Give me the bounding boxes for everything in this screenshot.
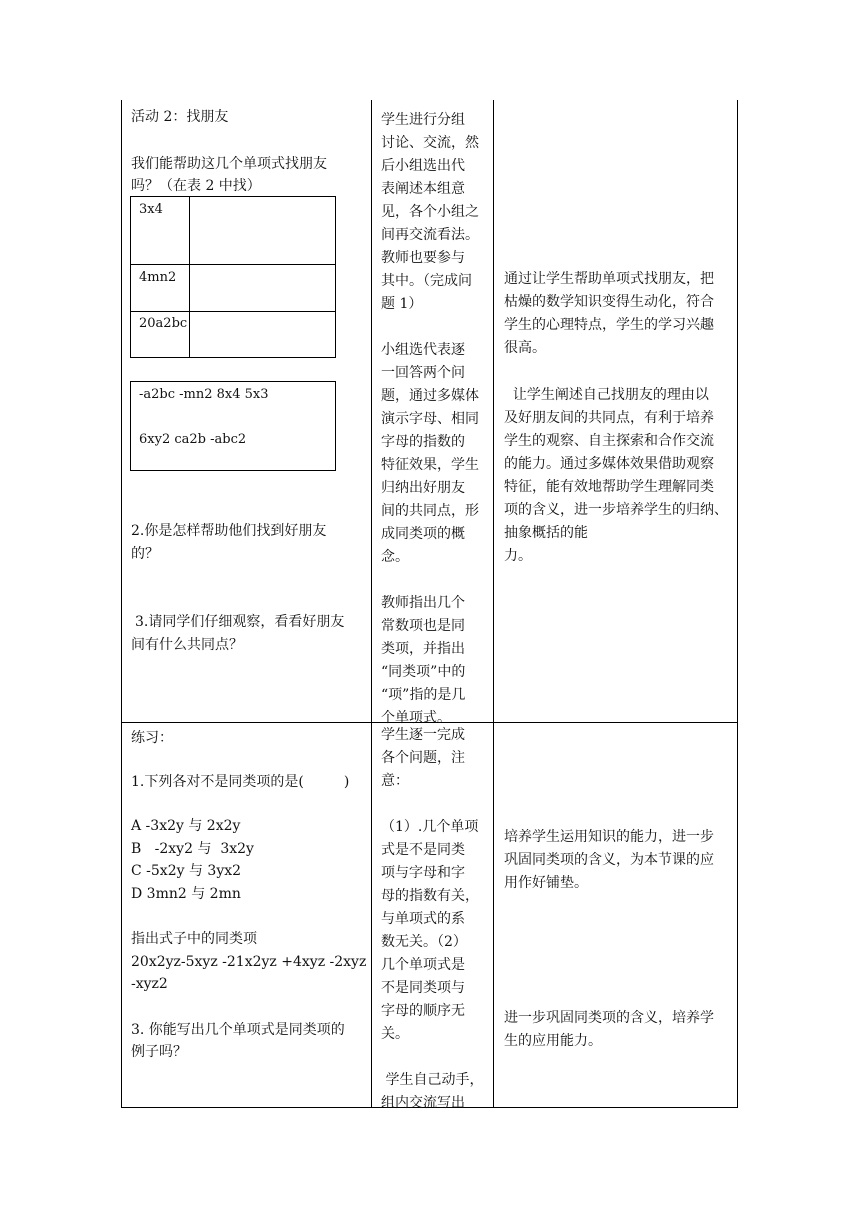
text-line: 讨论、交流，然 <box>381 135 479 151</box>
candidate-line-1: -a2bc -mn2 8x4 5x3 <box>139 387 269 402</box>
table-border-right <box>737 100 738 1108</box>
text-line <box>381 316 489 339</box>
option-a: A -3x2y 与 2x2y <box>131 818 241 834</box>
text-line: 念。 <box>381 549 409 565</box>
text-line: 学生逐一完成 <box>381 727 465 743</box>
text-line: 枯燥的数学知识变得生动化，符合 <box>504 294 714 310</box>
text-line: 项与字母和字 <box>381 865 465 881</box>
table-2-col-divider <box>189 196 190 358</box>
text-line: 的能力。通过多媒体效果借助观察 <box>504 456 714 472</box>
text-line: 间的共同点，形 <box>381 503 479 519</box>
design-intent-1a <box>504 268 731 360</box>
text-line: 题，通过多媒体 <box>381 388 479 404</box>
text-line: 间再交流看法。 <box>381 227 479 243</box>
option-c: C -5x2y 与 3yx2 <box>131 863 242 879</box>
text-line: “同类项”中的 <box>381 664 466 680</box>
table-2-cell-1: 3x4 <box>139 202 163 217</box>
expression-line-1: 20x2yz-5xyz -21x2yz +4xyz -2xyz <box>131 954 367 970</box>
question-3-line-2: 间有什么共同点？ <box>131 637 243 653</box>
text-line: 成同类项的概 <box>381 526 465 542</box>
text-line: 关。 <box>381 1026 409 1042</box>
text-line: 特征，能有效地帮助学生理解同类 <box>504 479 714 495</box>
text-line <box>381 569 489 592</box>
text-line: 字母的顺序无 <box>381 1003 465 1019</box>
find-like-terms-label: 指出式子中的同类项 <box>131 931 257 947</box>
design-intent-2a <box>504 826 731 895</box>
text-line: 字母的指数的 <box>381 434 465 450</box>
table-border-left <box>121 100 122 1108</box>
text-line: 归纳出好朋友 <box>381 480 465 496</box>
practice-question-1: 1.下列各对不是同类项的是( ) <box>131 774 350 790</box>
text-line: 生的应用能力。 <box>504 1033 602 1049</box>
text-line: 其中。（完成问 <box>381 273 472 289</box>
table-divider-1 <box>371 100 372 1108</box>
text-line: 抽象概括的能 <box>504 525 588 541</box>
text-line: 见，各个小组之 <box>381 204 479 220</box>
text-line: 及好朋友间的共同点，有利于培养 <box>504 410 714 426</box>
text-line: 各个问题，注 <box>381 750 465 766</box>
text-line: 特征效果，学生 <box>381 457 479 473</box>
option-b: B -2xy2 与 3x2y <box>131 841 254 857</box>
table-2-row-divider-1 <box>130 264 336 265</box>
practice-question-3-line-2: 例子吗？ <box>131 1044 187 1060</box>
text-line: 几个单项式是 <box>381 957 465 973</box>
text-line: 很高。 <box>504 340 546 356</box>
text-line: 让学生阐述自己找朋友的理由以 <box>504 387 709 403</box>
practice-question-3-line-1: 3. 你能写出几个单项式是同类项的 <box>131 1022 345 1038</box>
option-d: D 3mn2 与 2mn <box>131 886 241 902</box>
text-line: 后小组选出代 <box>381 158 465 174</box>
text-line: 不是同类项与 <box>381 980 465 996</box>
text-line: 演示字母、相同 <box>381 411 479 427</box>
text-line: 学生的观察、自主探索和合作交流 <box>504 433 714 449</box>
text-line: 与单项式的系 <box>381 911 465 927</box>
text-line: 培养学生运用知识的能力，进一步 <box>504 829 714 845</box>
text-line: 式是不是同类 <box>381 842 465 858</box>
design-intent-2b <box>504 1007 731 1053</box>
text-line: “项”指的是几 <box>381 687 466 703</box>
text-line: 意： <box>381 773 409 789</box>
text-line: 巩固同类项的含义，为本节课的应 <box>504 852 714 868</box>
text-line <box>381 1046 489 1069</box>
text-line: 个单项式。 <box>381 710 451 726</box>
practice-heading: 练习： <box>131 730 173 746</box>
activity-heading: 活动 2：找朋友 <box>131 109 229 125</box>
text-line: 题 1） <box>381 296 423 312</box>
text-line: 类项，并指出 <box>381 641 465 657</box>
student-activity-1 <box>381 109 489 730</box>
question-3-line-1: 3.请同学们仔细观察，看看好朋友 <box>135 614 345 630</box>
text-line: 通过让学生帮助单项式找朋友，把 <box>504 271 714 287</box>
design-intent-1b <box>504 384 731 568</box>
candidate-line-2: 6xy2 ca2b -abc2 <box>139 432 247 447</box>
table-divider-2 <box>493 100 494 1108</box>
question-2-line-2: 的？ <box>131 546 159 562</box>
text-line: 表阐述本组意 <box>381 181 465 197</box>
text-line: 组内交流写出 <box>381 1095 465 1111</box>
text-line: 力。 <box>504 548 532 564</box>
question-line-2: 吗？（在表 2 中找） <box>131 178 261 194</box>
text-line: 母的指数有关， <box>381 888 479 904</box>
text-line: 教师也要参与 <box>381 250 465 266</box>
table-2-row-divider-2 <box>130 311 336 312</box>
text-line: 教师指出几个 <box>381 595 465 611</box>
text-line: 项的含义，进一步培养学生的归纳、 <box>504 502 728 518</box>
student-activity-2 <box>381 724 489 1115</box>
text-line: 常数项也是同 <box>381 618 465 634</box>
text-line: 进一步巩固同类项的含义，培养学 <box>504 1010 714 1026</box>
text-line: 用作好铺垫。 <box>504 875 588 891</box>
question-line-1: 我们能帮助这几个单项式找朋友 <box>131 156 327 172</box>
text-line: 小组选代表逐 <box>381 342 465 358</box>
text-line: （1）.几个单项 <box>381 819 479 835</box>
question-2-line-1: 2.你是怎样帮助他们找到好朋友 <box>131 523 327 539</box>
expression-line-2: -xyz2 <box>131 976 168 992</box>
text-line: 学生自己动手， <box>381 1072 484 1088</box>
text-line: 一回答两个问 <box>381 365 465 381</box>
table-2-cell-3: 20a2bc <box>139 316 188 331</box>
table-2-cell-2: 4mn2 <box>139 270 177 285</box>
text-line: 学生的心理特点，学生的学习兴趣 <box>504 317 714 333</box>
text-line <box>381 793 489 816</box>
text-line: 数无关。（2） <box>381 934 467 950</box>
text-line: 学生进行分组 <box>381 112 465 128</box>
